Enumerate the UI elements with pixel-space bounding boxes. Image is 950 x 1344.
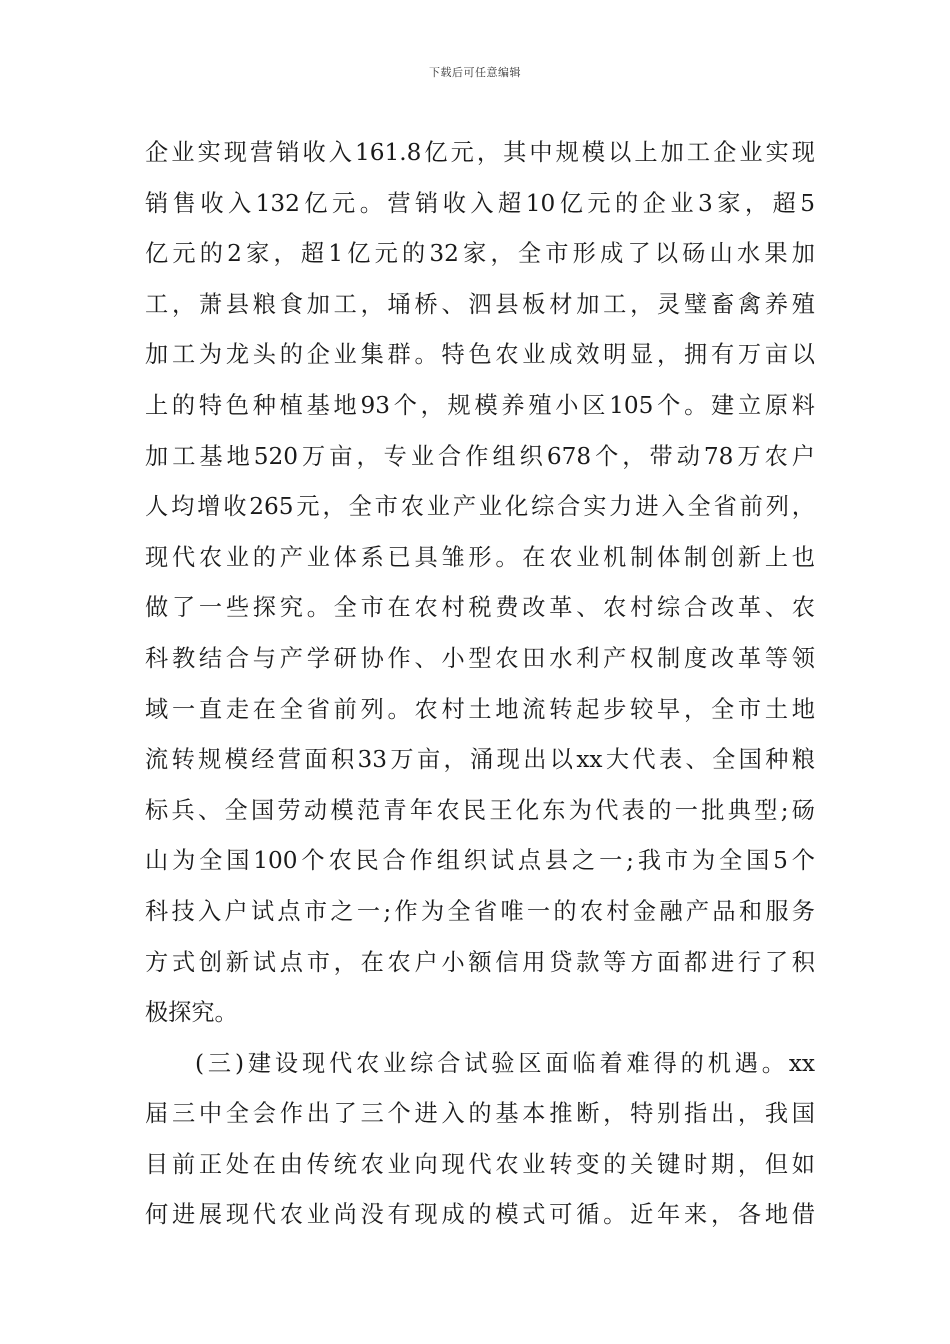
text-line: 上的特色种植基地93个，规模养殖小区105个。建立原料	[145, 391, 815, 419]
text-line: 做了一些探究。全市在农村税费改革、农村综合改革、农	[145, 594, 815, 622]
section-heading-line: (三)建设现代农业综合试验区面临着难得的机遇。xx	[195, 1049, 815, 1077]
paragraph	[145, 128, 815, 1039]
text-line: 届三中全会作出了三个进入的基本推断，特别指出，我国	[145, 1100, 815, 1128]
text-line: 科教结合与产学研协作、小型农田水利产权制度改革等领	[145, 644, 815, 672]
text-line: 流转规模经营面积33万亩，涌现出以xx大代表、全国种粮	[145, 746, 815, 774]
text-line: 企业实现营销收入161.8亿元，其中规模以上加工企业实现	[145, 139, 815, 166]
text-line: 亿元的2家，超1亿元的32家，全市形成了以砀山水果加	[145, 240, 815, 268]
paragraph	[145, 1039, 815, 1241]
text-line: 加工基地520万亩，专业合作组织678个，带动78万农户	[145, 442, 815, 470]
text-line: 标兵、全国劳动模范青年农民王化东为代表的一批典型;砀	[145, 796, 815, 824]
text-line: 科技入户试点市之一;作为全省唯一的农村金融产品和服务	[145, 897, 815, 925]
text-line: 人均增收265元，全市农业产业化综合实力进入全省前列，	[145, 493, 815, 521]
text-line: 何进展现代农业尚没有现成的模式可循。近年来，各地借	[145, 1201, 815, 1229]
body-text	[145, 128, 815, 1241]
text-line: 目前正处在由传统农业向现代农业转变的关键时期，但如	[145, 1150, 815, 1178]
text-line: 方式创新试点市，在农户小额信用贷款等方面都进行了积	[145, 948, 815, 976]
text-line: 极探究。	[145, 999, 238, 1027]
text-line: 工，萧县粮食加工，埇桥、泗县板材加工，灵璧畜禽养殖	[145, 290, 815, 318]
text-line: 销售收入132亿元。营销收入超10亿元的企业3家，超5	[145, 189, 815, 217]
text-line: 域一直走在全省前列。农村土地流转起步较早，全市土地	[145, 695, 815, 723]
text-line: 加工为龙头的企业集群。特色农业成效明显，拥有万亩以	[145, 341, 815, 369]
page-header: 下载后可任意编辑	[429, 66, 521, 79]
text-line: 山为全国100个农民合作组织试点县之一;我市为全国5个	[145, 847, 815, 875]
text-line: 现代农业的产业体系已具雏形。在农业机制体制创新上也	[145, 543, 815, 571]
